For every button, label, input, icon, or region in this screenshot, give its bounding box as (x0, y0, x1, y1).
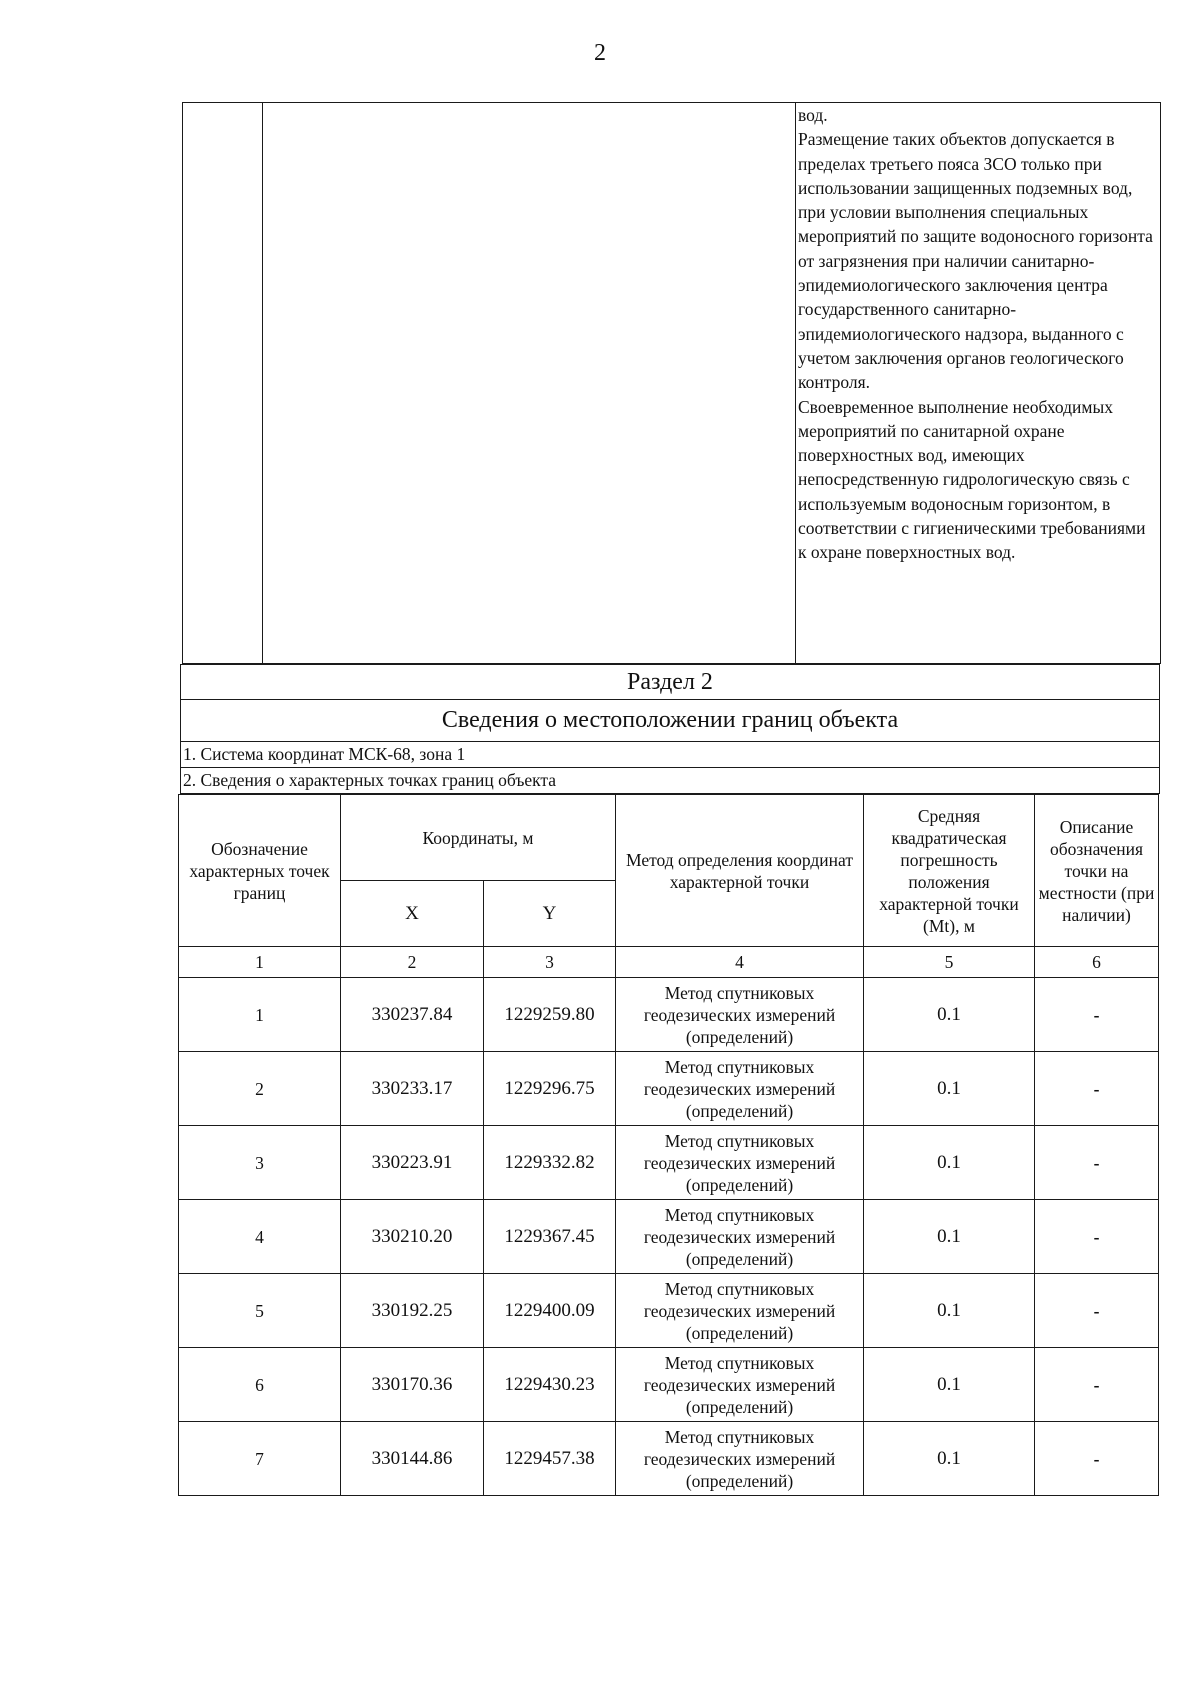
cell-accuracy: 0.1 (864, 1052, 1035, 1126)
cell-y: 1229332.82 (484, 1126, 616, 1200)
cell-accuracy: 0.1 (864, 1200, 1035, 1274)
cell-method: Метод спутниковых геодезических измерений (определений) (616, 1422, 864, 1496)
cell-y: 1229400.09 (484, 1274, 616, 1348)
cell-x: 330223.91 (341, 1126, 484, 1200)
cell-accuracy: 0.1 (864, 978, 1035, 1052)
cell-x: 330237.84 (341, 978, 484, 1052)
cell-description: - (1035, 1422, 1159, 1496)
cell-x: 330192.25 (341, 1274, 484, 1348)
table-row (179, 1052, 1159, 1126)
header-coords: Координаты, м (341, 795, 616, 881)
page-number: 2 (594, 40, 606, 66)
cell-point: 7 (179, 1422, 341, 1496)
column-number: 5 (864, 947, 1035, 978)
cell-x: 330170.36 (341, 1348, 484, 1422)
continuation-paragraph: Размещение таких объектов допускается в пределах третьего пояса ЗСО только при использовании защищенных подземных вод, при условии выполнения специальных мероприятий по защите водоносного горизонта от загрязнения при наличии санитарно-эпидемиологического заключения центра государственного санитарно-эпидемиологического надзора, выданного с учетом заключения органов геологического контроля. (798, 129, 1153, 393)
column-number: 1 (179, 947, 341, 978)
header-x: X (341, 881, 484, 947)
cell-description: - (1035, 1052, 1159, 1126)
cell-point: 2 (179, 1052, 341, 1126)
cell-y: 1229430.23 (484, 1348, 616, 1422)
cell-method: Метод спутниковых геодезических измерений (определений) (616, 1052, 864, 1126)
table-row (179, 1422, 1159, 1496)
cell-y: 1229457.38 (484, 1422, 616, 1496)
cell-description: - (1035, 978, 1159, 1052)
coord-system-line: 1. Система координат МСК-68, зона 1 (180, 742, 1160, 768)
cell-method: Метод спутниковых геодезических измерений (определений) (616, 978, 864, 1052)
header-y: Y (484, 881, 616, 947)
cell-accuracy: 0.1 (864, 1348, 1035, 1422)
cell-method: Метод спутниковых геодезических измерений (определений) (616, 1126, 864, 1200)
table-row (179, 978, 1159, 1052)
cell-y: 1229367.45 (484, 1200, 616, 1274)
section-subtitle: Сведения о местоположении границ объекта (180, 700, 1160, 742)
table-row (179, 1200, 1159, 1274)
cell-description: - (1035, 1200, 1159, 1274)
table-row (179, 1348, 1159, 1422)
cell-y: 1229259.80 (484, 978, 616, 1052)
cell-accuracy: 0.1 (864, 1422, 1035, 1496)
cell-point: 4 (179, 1200, 341, 1274)
column-number: 2 (341, 947, 484, 978)
column-number: 4 (616, 947, 864, 978)
cell-accuracy: 0.1 (864, 1274, 1035, 1348)
cell-description: - (1035, 1126, 1159, 1200)
column-number: 6 (1035, 947, 1159, 978)
continuation-table (182, 102, 1161, 664)
header-description: Описание обозначения точки на местности (при наличии) (1035, 795, 1159, 947)
column-number: 3 (484, 947, 616, 978)
cell-x: 330210.20 (341, 1200, 484, 1274)
continuation-cell-2 (263, 103, 796, 664)
header-point: Обозначение характерных точек границ (179, 795, 341, 947)
cell-x: 330144.86 (341, 1422, 484, 1496)
cell-method: Метод спутниковых геодезических измерений (определений) (616, 1348, 864, 1422)
cell-y: 1229296.75 (484, 1052, 616, 1126)
cell-point: 3 (179, 1126, 341, 1200)
table-row (179, 1126, 1159, 1200)
cell-point: 1 (179, 978, 341, 1052)
cell-point: 6 (179, 1348, 341, 1422)
cell-method: Метод спутниковых геодезических измерений (определений) (616, 1200, 864, 1274)
cell-description: - (1035, 1274, 1159, 1348)
section-title: Раздел 2 (180, 664, 1160, 700)
header-method: Метод определения координат характерной точки (616, 795, 864, 947)
cell-description: - (1035, 1348, 1159, 1422)
header-accuracy: Средняя квадратическая погрешность положения характерной точки (Mt), м (864, 795, 1035, 947)
cell-method: Метод спутниковых геодезических измерений (определений) (616, 1274, 864, 1348)
cell-point: 5 (179, 1274, 341, 1348)
continuation-paragraph: вод. (798, 105, 828, 125)
cell-x: 330233.17 (341, 1052, 484, 1126)
table-row (179, 1274, 1159, 1348)
continuation-paragraph: Своевременное выполнение необходимых мероприятий по санитарной охране поверхностных вод, имеющих непосредственную гидрологическую связь с используемым водоносным горизонтом, в соответствии с гигиеническими требованиями к охране поверхностных вод. (798, 396, 1146, 563)
points-title-line: 2. Сведения о характерных точках границ объекта (180, 768, 1160, 794)
cell-accuracy: 0.1 (864, 1126, 1035, 1200)
continuation-text-cell (796, 103, 1161, 664)
continuation-cell-1 (183, 103, 263, 664)
points-table (178, 794, 1159, 1496)
